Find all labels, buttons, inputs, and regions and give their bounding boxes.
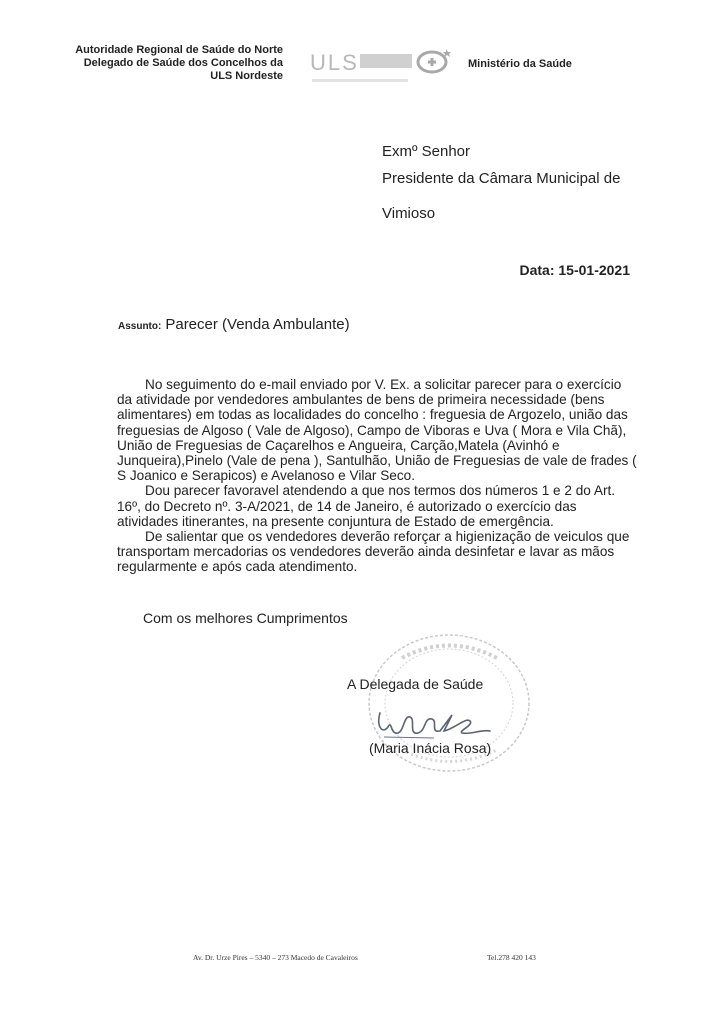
letter-date: Data: 15-01-2021 bbox=[519, 262, 630, 278]
addressee-line-2: Presidente da Câmara Municipal de bbox=[382, 170, 621, 187]
footer-address: Av. Dr. Urze Pires – 5340 – 273 Macedo de Cavaleiros bbox=[193, 953, 358, 962]
closing-salutation: Com os melhores Cumprimentos bbox=[143, 610, 348, 626]
uls-logo-text: ULS bbox=[310, 50, 359, 75]
letter-body bbox=[117, 377, 637, 575]
logo-subtitle-faded bbox=[312, 79, 408, 82]
signatory-name: (Maria Inácia Rosa) bbox=[369, 740, 492, 756]
subject-line bbox=[118, 316, 350, 334]
handwritten-signature bbox=[374, 705, 494, 741]
subject-value: Parecer (Venda Ambulante) bbox=[165, 316, 350, 333]
uls-logo bbox=[310, 46, 460, 96]
body-paragraph-3: De salientar que os vendedores deverão reforçar a higienização de veiculos que transportam mercadorias os vendedores deverão ainda desinfetar e lavar as mãos regularmente e após cada atendimento. bbox=[117, 529, 630, 575]
footer-phone: Tel.278 420 143 bbox=[487, 953, 536, 962]
org-line-1: Autoridade Regional de Saúde do Norte bbox=[75, 44, 283, 56]
addressee-line-3: Vimioso bbox=[382, 205, 436, 222]
subject-label: Assunto: bbox=[118, 321, 162, 332]
signatory-title: A Delegada de Saúde bbox=[347, 676, 484, 692]
body-paragraph-1: No seguimento do e-mail enviado por V. Ex. a solicitar parecer para o exercício da atividade por vendedores ambulantes de bens de primeira necessidade (bens alimentares) em todas as localidades do concelho : freguesia de Argozelo, união das freguesias de Algoso ( Vale de Algoso), Campo de Viboras e Uva ( Mora e Vila Chã), União de Freguesias de Caçarelhos e Angueira, Carção,Matela (Avinhó e Junqueira),Pinelo (Vale de pena ), Santulhão, União de Freguesias de vale de frades ( S Joanico e Serapicos) e Avelanoso e Vilar Seco. bbox=[117, 377, 637, 484]
addressee-line-1: Exmº Senhor bbox=[382, 143, 471, 160]
logo-cross-icon bbox=[428, 58, 436, 66]
ministry-name: Ministério da Saúde bbox=[468, 58, 572, 70]
body-paragraph-2: Dou parecer favoravel atendendo a que nos termos dos números 1 e 2 do Art. 16º, do Decreto nº. 3-A/2021, de 14 de Janeiro, é autorizado o exercício das atividades itinerantes, na presente conjuntura de Estado de emergência. bbox=[117, 483, 616, 529]
org-line-2: Delegado de Saúde dos Concelhos da bbox=[83, 57, 283, 69]
logo-text-block bbox=[360, 54, 412, 68]
organization-block bbox=[75, 44, 283, 83]
org-line-3: ULS Nordeste bbox=[210, 70, 283, 82]
